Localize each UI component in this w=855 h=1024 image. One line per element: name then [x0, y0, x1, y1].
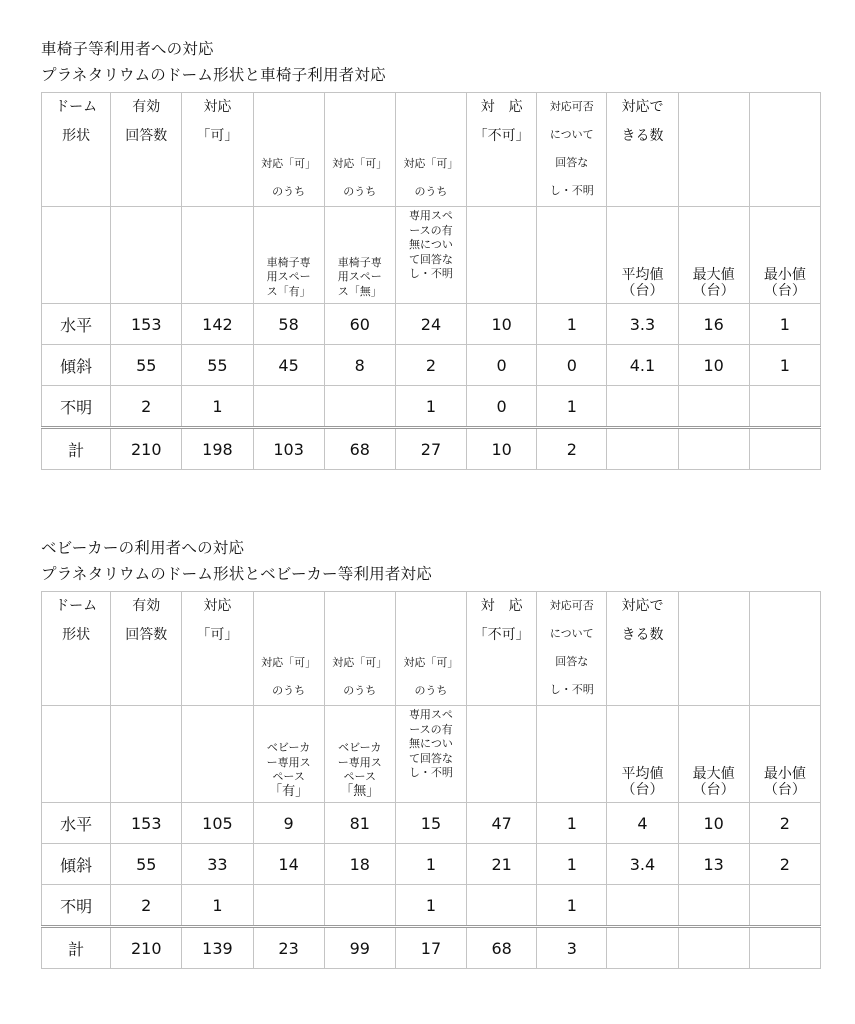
cell-min: 2 [749, 844, 820, 885]
cell-ng: 21 [467, 844, 537, 885]
cell-space-yes: 9 [253, 803, 324, 844]
header-empty [42, 207, 111, 304]
header-empty [467, 706, 537, 803]
cell-shape: 傾斜 [42, 345, 111, 386]
cell-space-no [324, 885, 395, 927]
table-row [42, 844, 821, 885]
header-text: 車椅子専 [337, 255, 382, 269]
cell-min: 1 [749, 345, 820, 386]
header-text: 回答数 [125, 627, 168, 643]
cell-space-no: 99 [324, 927, 395, 969]
cell-space-no: 81 [324, 803, 395, 844]
header-unknown [537, 592, 607, 706]
header-text: 回答数 [125, 128, 168, 144]
cell-avg: 3.3 [607, 304, 678, 345]
header-ng [467, 592, 537, 706]
header-row-2 [42, 207, 821, 304]
header-ok [182, 93, 253, 207]
cell-space-unknown: 1 [395, 885, 466, 927]
header-text: のうち [272, 185, 306, 198]
cell-shape: 計 [42, 428, 111, 470]
header-count [607, 592, 678, 706]
header-text: ペース [272, 770, 305, 783]
header-text: 「不可」 [473, 627, 530, 643]
cell-min [749, 927, 820, 969]
header-sub-a [253, 592, 324, 706]
cell-ok: 33 [182, 844, 253, 885]
cell-ng: 68 [467, 927, 537, 969]
header-text: 「可」 [196, 627, 239, 643]
header-text: ス「無」 [337, 284, 382, 298]
cell-valid: 2 [111, 885, 182, 927]
header-text: きる数 [621, 128, 664, 144]
cell-unknown: 0 [537, 345, 607, 386]
header-text: 対応で [621, 598, 664, 614]
cell-space-no: 68 [324, 428, 395, 470]
header-sub-c [395, 592, 466, 706]
header-space-no [324, 207, 395, 304]
header-empty [467, 207, 537, 304]
header-space-unknown [395, 706, 466, 803]
header-text: のうち [272, 684, 306, 697]
header-text: 専用スペ [408, 209, 453, 222]
header-empty [111, 207, 182, 304]
cell-ok: 198 [182, 428, 253, 470]
header-empty [749, 93, 820, 207]
total-row [42, 428, 821, 470]
table-row [42, 885, 821, 927]
header-text: 対応「可」 [261, 656, 317, 669]
cell-unknown: 2 [537, 428, 607, 470]
header-empty [678, 93, 749, 207]
total-row [42, 927, 821, 969]
header-empty [182, 207, 253, 304]
header-row-1 [42, 592, 821, 706]
cell-avg [607, 927, 678, 969]
table-row [42, 803, 821, 844]
header-text: ースの有 [409, 722, 453, 736]
header-text: 用スペー [337, 270, 382, 283]
cell-avg: 3.4 [607, 844, 678, 885]
cell-unknown: 3 [537, 927, 607, 969]
header-text: 有効 [132, 99, 161, 115]
cell-shape: 傾斜 [42, 844, 111, 885]
header-text: 対 応 [480, 99, 523, 115]
cell-valid: 55 [111, 345, 182, 386]
header-text: 有効 [132, 598, 161, 614]
header-text: て回答な [408, 751, 453, 765]
header-text: ドーム [55, 99, 98, 115]
header-empty [678, 592, 749, 706]
header-text: し・不明 [549, 683, 594, 696]
cell-max: 16 [678, 304, 749, 345]
header-text: 対応「可」 [403, 656, 459, 669]
header-empty [537, 706, 607, 803]
header-space-yes [253, 706, 324, 803]
cell-ng: 0 [467, 386, 537, 428]
stroller-table [41, 591, 821, 969]
header-text: （台） [621, 782, 664, 798]
header-text: （台） [763, 782, 806, 798]
header-min [749, 706, 820, 803]
header-count [607, 93, 678, 207]
cell-avg: 4 [607, 803, 678, 844]
cell-ok: 1 [182, 386, 253, 428]
section-title: ベビーカーの利用者への対応 [41, 539, 245, 557]
table-title: プラネタリウムのドーム形状とベビーカー等利用者対応 [41, 565, 432, 583]
header-sub-a [253, 93, 324, 207]
header-sub-b [324, 93, 395, 207]
table-row [42, 304, 821, 345]
header-valid [111, 93, 182, 207]
header-text: 形状 [62, 128, 91, 144]
header-text: 回答な [555, 156, 589, 169]
cell-min [749, 885, 820, 927]
header-dome-shape [42, 592, 111, 706]
header-text: ー専用ス [266, 755, 311, 769]
cell-unknown: 1 [537, 803, 607, 844]
cell-valid: 2 [111, 386, 182, 428]
cell-ng [467, 885, 537, 927]
header-text: 最大値 [692, 267, 735, 283]
cell-max: 10 [678, 803, 749, 844]
cell-min: 1 [749, 304, 820, 345]
header-sub-b [324, 592, 395, 706]
header-avg [607, 207, 678, 304]
header-text: 専用スペ [408, 708, 453, 721]
header-text: のうち [414, 185, 448, 198]
header-text: て回答な [408, 252, 453, 266]
cell-space-yes [253, 386, 324, 428]
header-text: 対 応 [480, 598, 523, 614]
cell-space-unknown: 15 [395, 803, 466, 844]
cell-avg [607, 386, 678, 428]
header-text: し・不明 [549, 184, 594, 197]
cell-max [678, 428, 749, 470]
header-text: 無につい [409, 238, 453, 251]
cell-space-yes: 58 [253, 304, 324, 345]
header-text: ベビーカ [266, 741, 311, 754]
header-space-yes [253, 207, 324, 304]
cell-space-no [324, 386, 395, 428]
stroller-section [41, 535, 821, 969]
cell-space-unknown: 2 [395, 345, 466, 386]
cell-ok: 139 [182, 927, 253, 969]
header-space-no [324, 706, 395, 803]
cell-space-unknown: 1 [395, 844, 466, 885]
header-text: 対応可否 [549, 599, 594, 612]
header-text: 最小値 [763, 766, 806, 782]
cell-min: 2 [749, 803, 820, 844]
header-text: 対応 [203, 99, 232, 115]
cell-unknown: 1 [537, 885, 607, 927]
header-text: のうち [343, 185, 377, 198]
header-dome-shape [42, 93, 111, 207]
cell-ng: 47 [467, 803, 537, 844]
header-valid [111, 592, 182, 706]
header-text: 対応 [203, 598, 232, 614]
cell-space-yes: 14 [253, 844, 324, 885]
header-text: （台） [621, 283, 664, 299]
header-text: 対応「可」 [403, 157, 459, 170]
header-empty [42, 706, 111, 803]
cell-space-unknown: 24 [395, 304, 466, 345]
cell-ng: 0 [467, 345, 537, 386]
header-text: 用スペー [266, 270, 311, 283]
header-text: 対応で [621, 99, 664, 115]
cell-unknown: 1 [537, 844, 607, 885]
cell-valid: 210 [111, 428, 182, 470]
wheelchair-section [41, 36, 821, 470]
header-ok [182, 592, 253, 706]
header-text: 形状 [62, 627, 91, 643]
header-text: 平均値 [621, 267, 664, 283]
header-text: 車椅子専 [266, 255, 311, 269]
header-text: きる数 [621, 627, 664, 643]
header-text: のうち [414, 684, 448, 697]
cell-avg [607, 428, 678, 470]
cell-min [749, 428, 820, 470]
header-empty [749, 592, 820, 706]
cell-space-yes [253, 885, 324, 927]
header-text: ドーム [55, 598, 98, 614]
cell-space-unknown: 27 [395, 428, 466, 470]
table-row [42, 345, 821, 386]
cell-valid: 210 [111, 927, 182, 969]
header-text: 回答な [555, 655, 589, 668]
header-avg [607, 706, 678, 803]
header-text: について [549, 627, 594, 640]
cell-space-no: 8 [324, 345, 395, 386]
cell-ng: 10 [467, 304, 537, 345]
header-text: について [549, 128, 594, 141]
cell-valid: 153 [111, 304, 182, 345]
section-title: 車椅子等利用者への対応 [41, 40, 214, 58]
cell-max [678, 927, 749, 969]
header-text: 「無」 [340, 783, 380, 799]
header-empty [537, 207, 607, 304]
cell-unknown: 1 [537, 304, 607, 345]
header-text: （台） [763, 283, 806, 299]
cell-max: 10 [678, 345, 749, 386]
header-text: ースの有 [409, 223, 453, 237]
cell-ok: 142 [182, 304, 253, 345]
header-text: 対応「可」 [332, 656, 388, 669]
header-text: 対応「可」 [261, 157, 317, 170]
header-max [678, 207, 749, 304]
wheelchair-table [41, 92, 821, 470]
cell-valid: 55 [111, 844, 182, 885]
header-ng [467, 93, 537, 207]
cell-avg: 4.1 [607, 345, 678, 386]
header-min [749, 207, 820, 304]
cell-ok: 1 [182, 885, 253, 927]
header-text: ー専用ス [337, 755, 382, 769]
header-text: 対応「可」 [332, 157, 388, 170]
header-max [678, 706, 749, 803]
header-text: 無につい [409, 737, 453, 750]
cell-valid: 153 [111, 803, 182, 844]
cell-space-unknown: 17 [395, 927, 466, 969]
cell-shape: 不明 [42, 885, 111, 927]
header-text: ペース [343, 770, 376, 783]
header-text: し・不明 [408, 267, 453, 280]
cell-space-yes: 103 [253, 428, 324, 470]
header-text: 平均値 [621, 766, 664, 782]
cell-space-yes: 23 [253, 927, 324, 969]
table-row [42, 386, 821, 428]
header-text: ベビーカ [338, 741, 382, 754]
header-empty [182, 706, 253, 803]
header-text: のうち [343, 684, 377, 697]
cell-min [749, 386, 820, 428]
cell-unknown: 1 [537, 386, 607, 428]
header-text: 最大値 [692, 766, 735, 782]
cell-max [678, 386, 749, 428]
header-sub-c [395, 93, 466, 207]
cell-shape: 水平 [42, 803, 111, 844]
header-text: 最小値 [763, 267, 806, 283]
header-space-unknown [395, 207, 466, 304]
header-text: 「不可」 [473, 128, 530, 144]
cell-max [678, 885, 749, 927]
header-text: （台） [692, 782, 735, 798]
header-text: 「有」 [269, 783, 309, 799]
header-empty [111, 706, 182, 803]
cell-ng: 10 [467, 428, 537, 470]
cell-ok: 55 [182, 345, 253, 386]
table-title: プラネタリウムのドーム形状と車椅子利用者対応 [41, 66, 386, 84]
header-text: ス「有」 [266, 284, 311, 298]
cell-space-yes: 45 [253, 345, 324, 386]
header-row-2 [42, 706, 821, 803]
cell-avg [607, 885, 678, 927]
header-row-1 [42, 93, 821, 207]
header-text: （台） [692, 283, 735, 299]
header-text: し・不明 [408, 766, 453, 779]
header-text: 「可」 [196, 128, 239, 144]
cell-space-no: 18 [324, 844, 395, 885]
cell-max: 13 [678, 844, 749, 885]
cell-space-unknown: 1 [395, 386, 466, 428]
cell-shape: 水平 [42, 304, 111, 345]
cell-ok: 105 [182, 803, 253, 844]
header-text: 対応可否 [549, 100, 594, 113]
cell-shape: 不明 [42, 386, 111, 428]
cell-space-no: 60 [324, 304, 395, 345]
cell-shape: 計 [42, 927, 111, 969]
header-unknown [537, 93, 607, 207]
